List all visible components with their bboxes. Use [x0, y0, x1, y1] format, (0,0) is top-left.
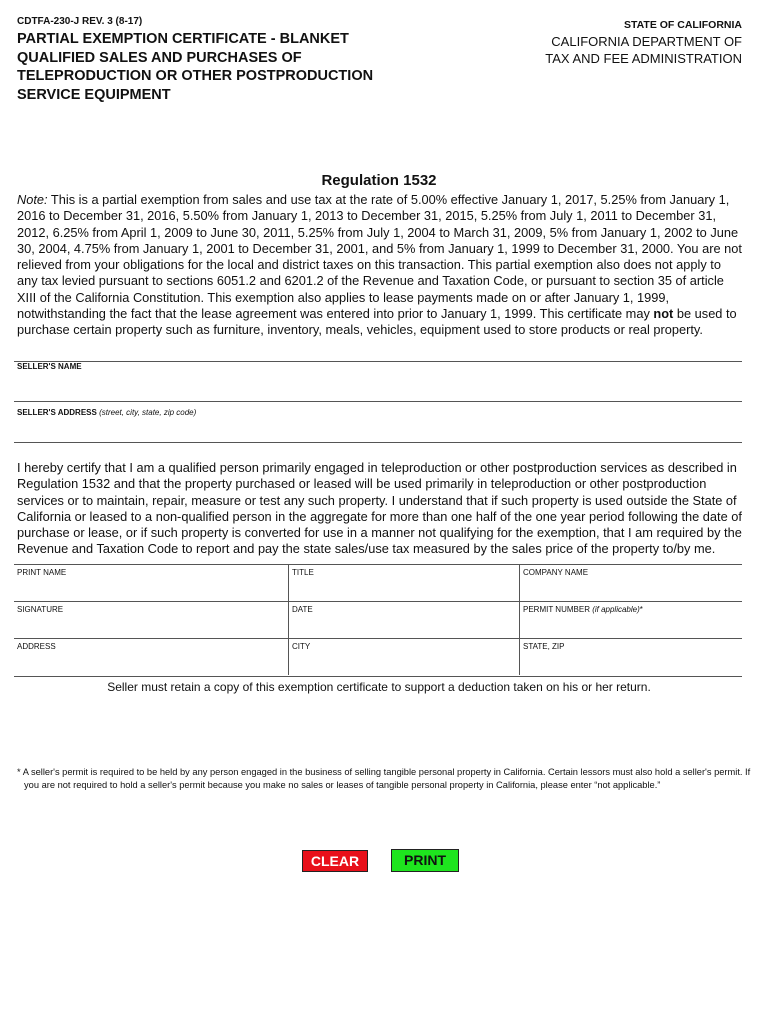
certification-paragraph: I hereby certify that I am a qualified person primarily engaged in teleproduction or other postproduction services as described in Regulation 1532 and that the property purchased or leased will be used primarily in teleproduction or other postproduction services or to maintain, repair, measure or test any such property. I understand that if such property is used outside the State of California or leased to a non-qualified person in the aggregate for more than one half of the one year period following the date of purchase or lease, or if such property is converted for use in a manner not qualifying for the exemption, that I am required by the Revenue and Taxation Code to report and pay the state sales/use tax measured by the sales price of the property to/by me. [17, 460, 742, 557]
form-id: CDTFA-230-J REV. 3 (8-17) [17, 16, 143, 27]
title-field[interactable] [288, 565, 520, 601]
title-label: TITLE [292, 568, 314, 577]
permit-number-label-group [523, 605, 643, 614]
grid-row-name [14, 564, 742, 602]
clear-button[interactable]: CLEAR [302, 850, 368, 872]
seller-address-label: SELLER'S ADDRESS [17, 408, 97, 417]
note-label: Note: [17, 192, 48, 207]
company-name-field[interactable] [519, 565, 743, 601]
state-zip-field[interactable] [519, 639, 743, 675]
signature-label: SIGNATURE [17, 605, 64, 614]
state-zip-label: STATE, ZIP [523, 642, 565, 651]
seller-address-hint: (street, city, state, zip code) [96, 408, 197, 417]
seller-permit-footnote: * A seller's permit is required to be held by any person engaged in the business of selling tangible personal property in California. Certain lessors must also hold a seller's permit. If you are not required to hold a seller's permit because you make no sales or leases of tangible personal property in California, please enter “not applicable.” [17, 767, 751, 790]
print-name-label: PRINT NAME [17, 568, 67, 577]
seller-address-bottom-rule [14, 442, 742, 443]
seller-name-input[interactable] [17, 375, 741, 399]
department-line-2: TAX AND FEE ADMINISTRATION [545, 51, 742, 66]
department-name [482, 33, 742, 67]
date-label: DATE [292, 605, 313, 614]
address-label: ADDRESS [17, 642, 56, 651]
permit-number-hint: (if applicable) [589, 605, 640, 614]
permit-number-field[interactable] [519, 602, 743, 638]
print-button[interactable]: PRINT [391, 849, 459, 872]
note-text: This is a partial exemption from sales and use tax at the rate of 5.00% effective January 1, 2017, 5.25% from January 1, 2016 to December 31, 2016, 5.50% from January 1, 2013 to December 31, 2015, 5.25% from July 1, 2011 to December 31, 2012, 6.25% from April 1, 2009 to June 30, 2011, 5.25% from July 1, 2004 to March 31, 2009, 5% from January 1, 2002 to June 30, 2004, 4.75% from January 1, 2001 to December 31, 2001, and 5% from January 1, 1999 to December 31, 2000. You are not relieved from your obligations for the local and district taxes on this transaction. This partial exemption also does not apply to any tax levied pursuant to sections 6051.2 and 6201.2 of the Revenue and Taxation Code, or pursuant to section 35 of article XIII of the California Constitution. This exemption also applies to lease payments made on or after January 1, 1999, notwithstanding the fact that the lease agreement was entered into prior to January 1, 1999. This certificate may [17, 192, 742, 322]
seller-address-input[interactable] [17, 415, 741, 441]
date-field[interactable] [288, 602, 520, 638]
address-field[interactable] [14, 639, 288, 675]
permit-number-label: PERMIT NUMBER [523, 605, 590, 614]
regulation-heading: Regulation 1532 [321, 172, 437, 189]
city-field[interactable] [288, 639, 520, 675]
note-bold: not [653, 306, 674, 322]
grid-row-address [14, 638, 742, 677]
company-name-label: COMPANY NAME [523, 568, 589, 577]
permit-number-mark: * [639, 605, 643, 614]
note-paragraph [17, 192, 743, 339]
signature-field[interactable] [14, 602, 288, 638]
grid-row-signature [14, 601, 742, 639]
print-name-field[interactable] [14, 565, 288, 601]
seller-name-label: SELLER'S NAME [17, 362, 82, 371]
city-label: CITY [292, 642, 311, 651]
retain-notice: Seller must retain a copy of this exemption certificate to support a deduction taken on his or her return. [107, 680, 651, 694]
state-label: STATE OF CALIFORNIA [623, 19, 742, 31]
form-title: PARTIAL EXEMPTION CERTIFICATE - BLANKET QUALIFIED SALES AND PURCHASES OF TELEPRODUCTION OR OTHER POSTPRODUCTION SERVICE EQUIPMENT [17, 31, 374, 103]
seller-name-rule [14, 361, 742, 362]
note-text-end: be used to purchase certain property such as furniture, inventory, meals, vehicles, equipment used to store products or real property. [17, 306, 737, 338]
department-line-1: CALIFORNIA DEPARTMENT OF [551, 34, 742, 49]
